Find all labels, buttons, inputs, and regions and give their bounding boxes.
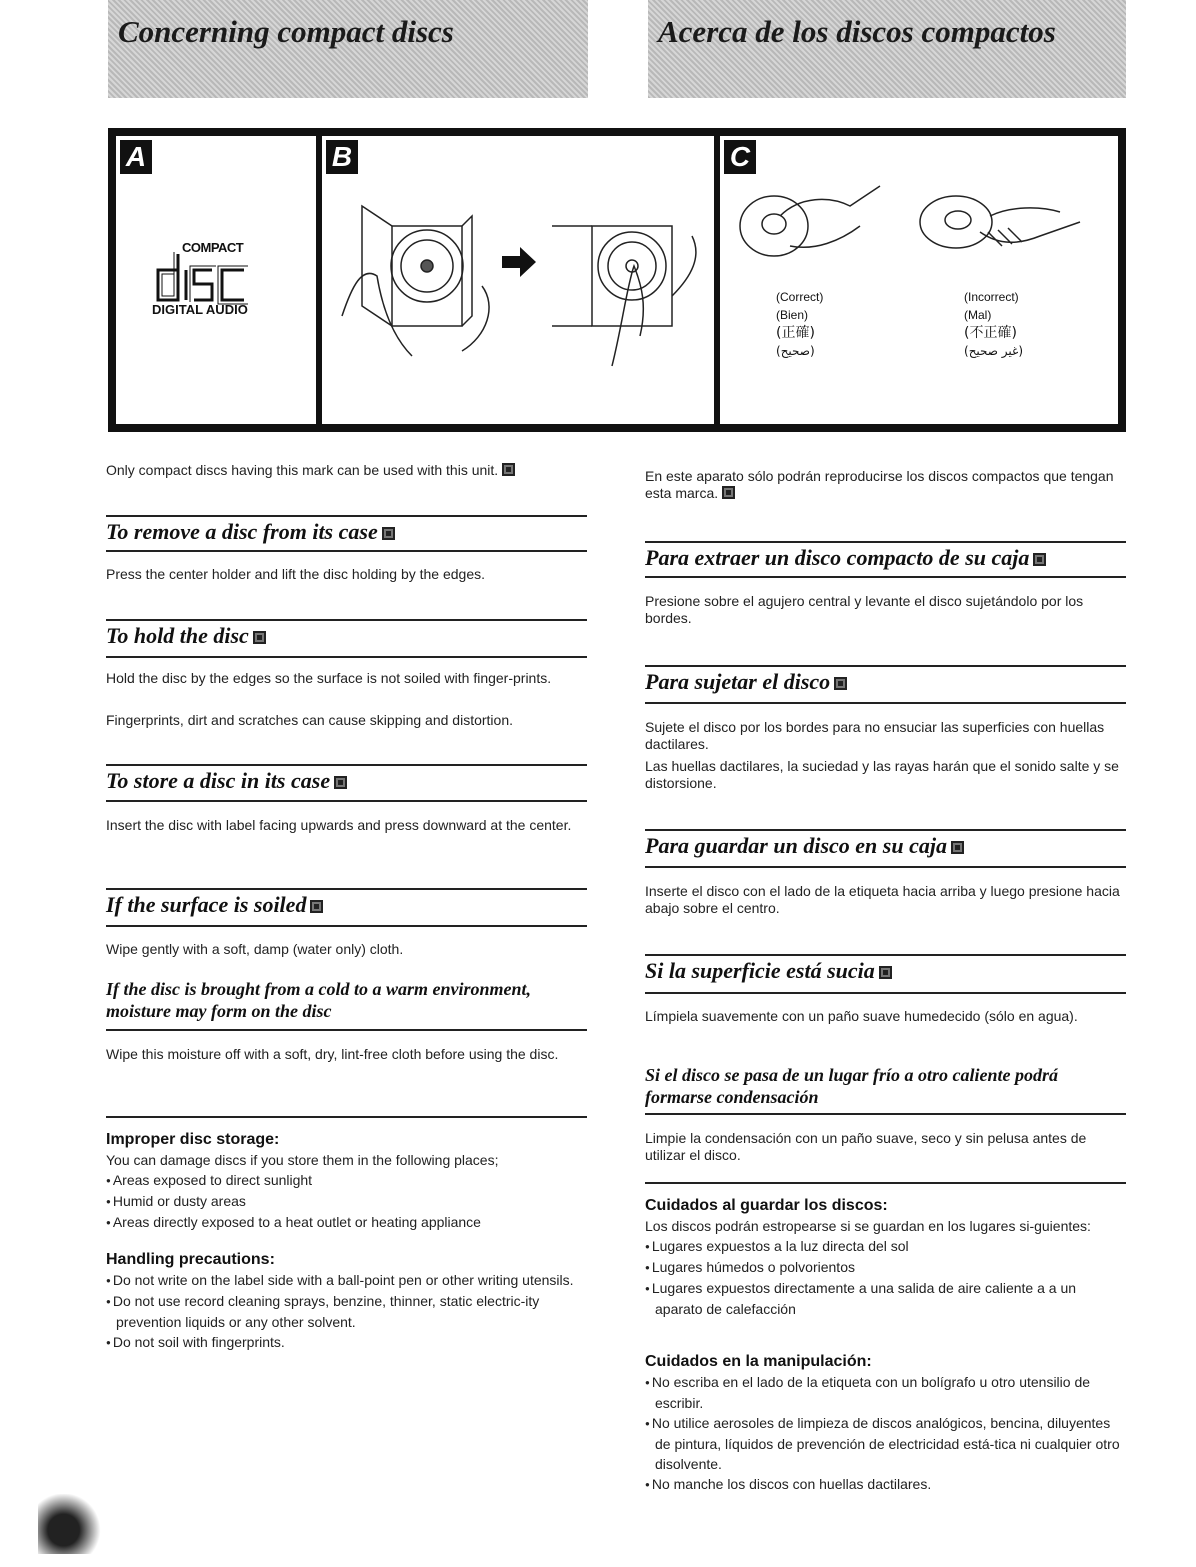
hold-text-1: Sujete el disco por los bordes para no ensuciar las superficies con huellas dactilares. bbox=[645, 719, 1105, 752]
incorrect-label: (Incorrect) bbox=[964, 290, 1019, 304]
handling-block bbox=[645, 1352, 1126, 1495]
divider-rule bbox=[106, 656, 587, 658]
store-text: Insert the disc with label facing upwards and press downward at the center. bbox=[106, 817, 572, 833]
ref-e-icon bbox=[879, 966, 892, 979]
spanish-column bbox=[645, 0, 1125, 1567]
section-heading-soiled: If the surface is soiled bbox=[106, 891, 587, 919]
section-heading-store: To store a disc in its case bbox=[106, 767, 587, 795]
divider-rule bbox=[106, 1029, 587, 1031]
divider-rule bbox=[645, 576, 1126, 578]
section-heading-remove: To remove a disc from its case bbox=[106, 518, 587, 546]
moisture-text: Wipe this moisture off with a soft, dry, lint-free cloth before using the disc. bbox=[106, 1046, 559, 1062]
divider-rule bbox=[106, 1116, 587, 1118]
ref-d-icon bbox=[334, 776, 347, 789]
panel-a-letter: A bbox=[120, 140, 152, 174]
section-heading-store: Para guardar un disco en su caja bbox=[645, 832, 1126, 860]
intro-text: En este aparato sólo podrán reproducirse los discos compactos que tengan esta marca. bbox=[645, 468, 1114, 501]
ref-a-icon bbox=[722, 486, 735, 499]
divider-rule bbox=[106, 764, 587, 766]
logo-compact-text: COMPACT bbox=[182, 240, 244, 255]
list-item: ● Lugares expuestos a la luz directa del sol bbox=[645, 1236, 1126, 1257]
list-item: ● Do not use record cleaning sprays, benzine, thinner, static electric-ity prevention liquids or any other solvent. bbox=[106, 1291, 587, 1332]
page-title-english: Concerning compact discs bbox=[118, 14, 454, 49]
divider-rule bbox=[645, 992, 1126, 994]
correct-label: (Correct) bbox=[776, 290, 824, 304]
panel-c-letter: C bbox=[724, 140, 756, 174]
ref-e-icon bbox=[310, 900, 323, 913]
storage-intro: Los discos podrán estropearse si se guardan en los lugares si-guientes: bbox=[645, 1218, 1091, 1234]
remove-text: Presione sobre el agujero central y levante el disco sujetándolo por los bordes. bbox=[645, 593, 1084, 626]
list-item: ● No escriba en el lado de la etiqueta con un bolígrafo u otro utensilio de escribir. bbox=[645, 1372, 1126, 1413]
divider-rule bbox=[645, 541, 1126, 543]
divider-rule bbox=[645, 954, 1126, 956]
store-text: Inserte el disco con el lado de la etiqueta hacia arriba y luego presione hacia abajo sobre el centro. bbox=[645, 883, 1120, 916]
ref-d-icon bbox=[951, 841, 964, 854]
correct-label: (صحيح) bbox=[776, 344, 815, 358]
handling-title: Cuidados en la manipulación: bbox=[645, 1353, 872, 1370]
list-item: ● No manche los discos con huellas dactilares. bbox=[645, 1474, 1126, 1495]
correct-label: (Bien) bbox=[776, 308, 809, 322]
storage-intro: You can damage discs if you store them in the following places; bbox=[106, 1152, 499, 1168]
list-item: ● Do not write on the label side with a ball-point pen or other writing utensils. bbox=[106, 1270, 587, 1291]
hold-text-1: Hold the disc by the edges so the surface is not soiled with finger-prints. bbox=[106, 670, 552, 686]
divider-rule bbox=[645, 702, 1126, 704]
intro-text: Only compact discs having this mark can be used with this unit. bbox=[106, 462, 587, 479]
divider-rule bbox=[106, 515, 587, 517]
section-heading-remove: Para extraer un disco compacto de su caja bbox=[645, 544, 1126, 572]
moisture-heading: Si el disco se pasa de un lugar frío a otro caliente podrá formarse condensación bbox=[645, 1065, 1059, 1107]
incorrect-label: (不正確) bbox=[964, 325, 1017, 341]
storage-title: Cuidados al guardar los discos: bbox=[645, 1197, 888, 1214]
handling-block bbox=[106, 1250, 587, 1353]
divider-rule bbox=[645, 665, 1126, 667]
ref-c-icon bbox=[253, 631, 266, 644]
logo-digital-audio-text: DIGITAL AUDIO bbox=[152, 302, 248, 317]
ref-b-icon bbox=[1033, 553, 1046, 566]
remove-text: Press the center holder and lift the disc holding by the edges. bbox=[106, 566, 486, 582]
hold-text-2: Fingerprints, dirt and scratches can cause skipping and distortion. bbox=[106, 712, 513, 728]
panel-b-letter: B bbox=[326, 140, 358, 174]
scan-smudge-mark bbox=[38, 1494, 102, 1554]
list-item: ● Humid or dusty areas bbox=[106, 1191, 587, 1212]
divider-rule bbox=[645, 829, 1126, 831]
list-item: ● Areas directly exposed to a heat outlet or heating appliance bbox=[106, 1212, 587, 1233]
list-item: ● Lugares expuestos directamente a una salida de aire caliente a a un aparato de calefacción bbox=[645, 1278, 1126, 1319]
section-heading-hold: Para sujetar el disco bbox=[645, 668, 1126, 696]
divider-rule bbox=[106, 550, 587, 552]
handling-title: Handling precautions: bbox=[106, 1251, 275, 1268]
incorrect-label: (Mal) bbox=[964, 308, 992, 322]
section-heading-hold: To hold the disc bbox=[106, 622, 587, 650]
hold-text-2: Las huellas dactilares, la suciedad y las rayas harán que el sonido salte y se distorsione. bbox=[645, 758, 1119, 791]
storage-block bbox=[106, 1130, 587, 1233]
section-heading-soiled: Si la superficie está sucia bbox=[645, 957, 1126, 985]
ref-a-icon bbox=[502, 463, 515, 476]
moisture-text: Limpie la condensación con un paño suave, seco y sin pelusa antes de utilizar el disco. bbox=[645, 1130, 1087, 1163]
divider-rule bbox=[645, 866, 1126, 868]
correct-label: (正確) bbox=[776, 325, 815, 341]
soiled-text: Wipe gently with a soft, damp (water only) cloth. bbox=[106, 941, 404, 957]
moisture-heading: If the disc is brought from a cold to a warm environment, moisture may form on the disc bbox=[106, 979, 532, 1021]
soiled-text: Límpiela suavemente con un paño suave humedecido (sólo en agua). bbox=[645, 1008, 1078, 1024]
ref-b-icon bbox=[382, 527, 395, 540]
divider-rule bbox=[106, 619, 587, 621]
list-item: ● Areas exposed to direct sunlight bbox=[106, 1170, 587, 1191]
divider-rule bbox=[106, 925, 587, 927]
divider-rule bbox=[106, 888, 587, 890]
list-item: ● Lugares húmedos o polvorientos bbox=[645, 1257, 1126, 1278]
storage-block bbox=[645, 1196, 1126, 1319]
divider-rule bbox=[106, 800, 587, 802]
divider-rule bbox=[645, 1182, 1126, 1184]
list-item: ● No utilice aerosoles de limpieza de discos analógicos, bencina, diluyentes de pintura, líquidos de prevención de electricidad está-tica ni cualquier otro disolvente. bbox=[645, 1413, 1126, 1474]
page-title-spanish: Acerca de los discos compactos bbox=[658, 14, 1056, 49]
incorrect-label: (غير صحيح) bbox=[964, 344, 1024, 358]
english-column bbox=[106, 0, 586, 1567]
storage-title: Improper disc storage: bbox=[106, 1131, 280, 1148]
divider-rule bbox=[645, 1113, 1126, 1115]
ref-c-icon bbox=[834, 677, 847, 690]
list-item: ● Do not soil with fingerprints. bbox=[106, 1332, 587, 1353]
